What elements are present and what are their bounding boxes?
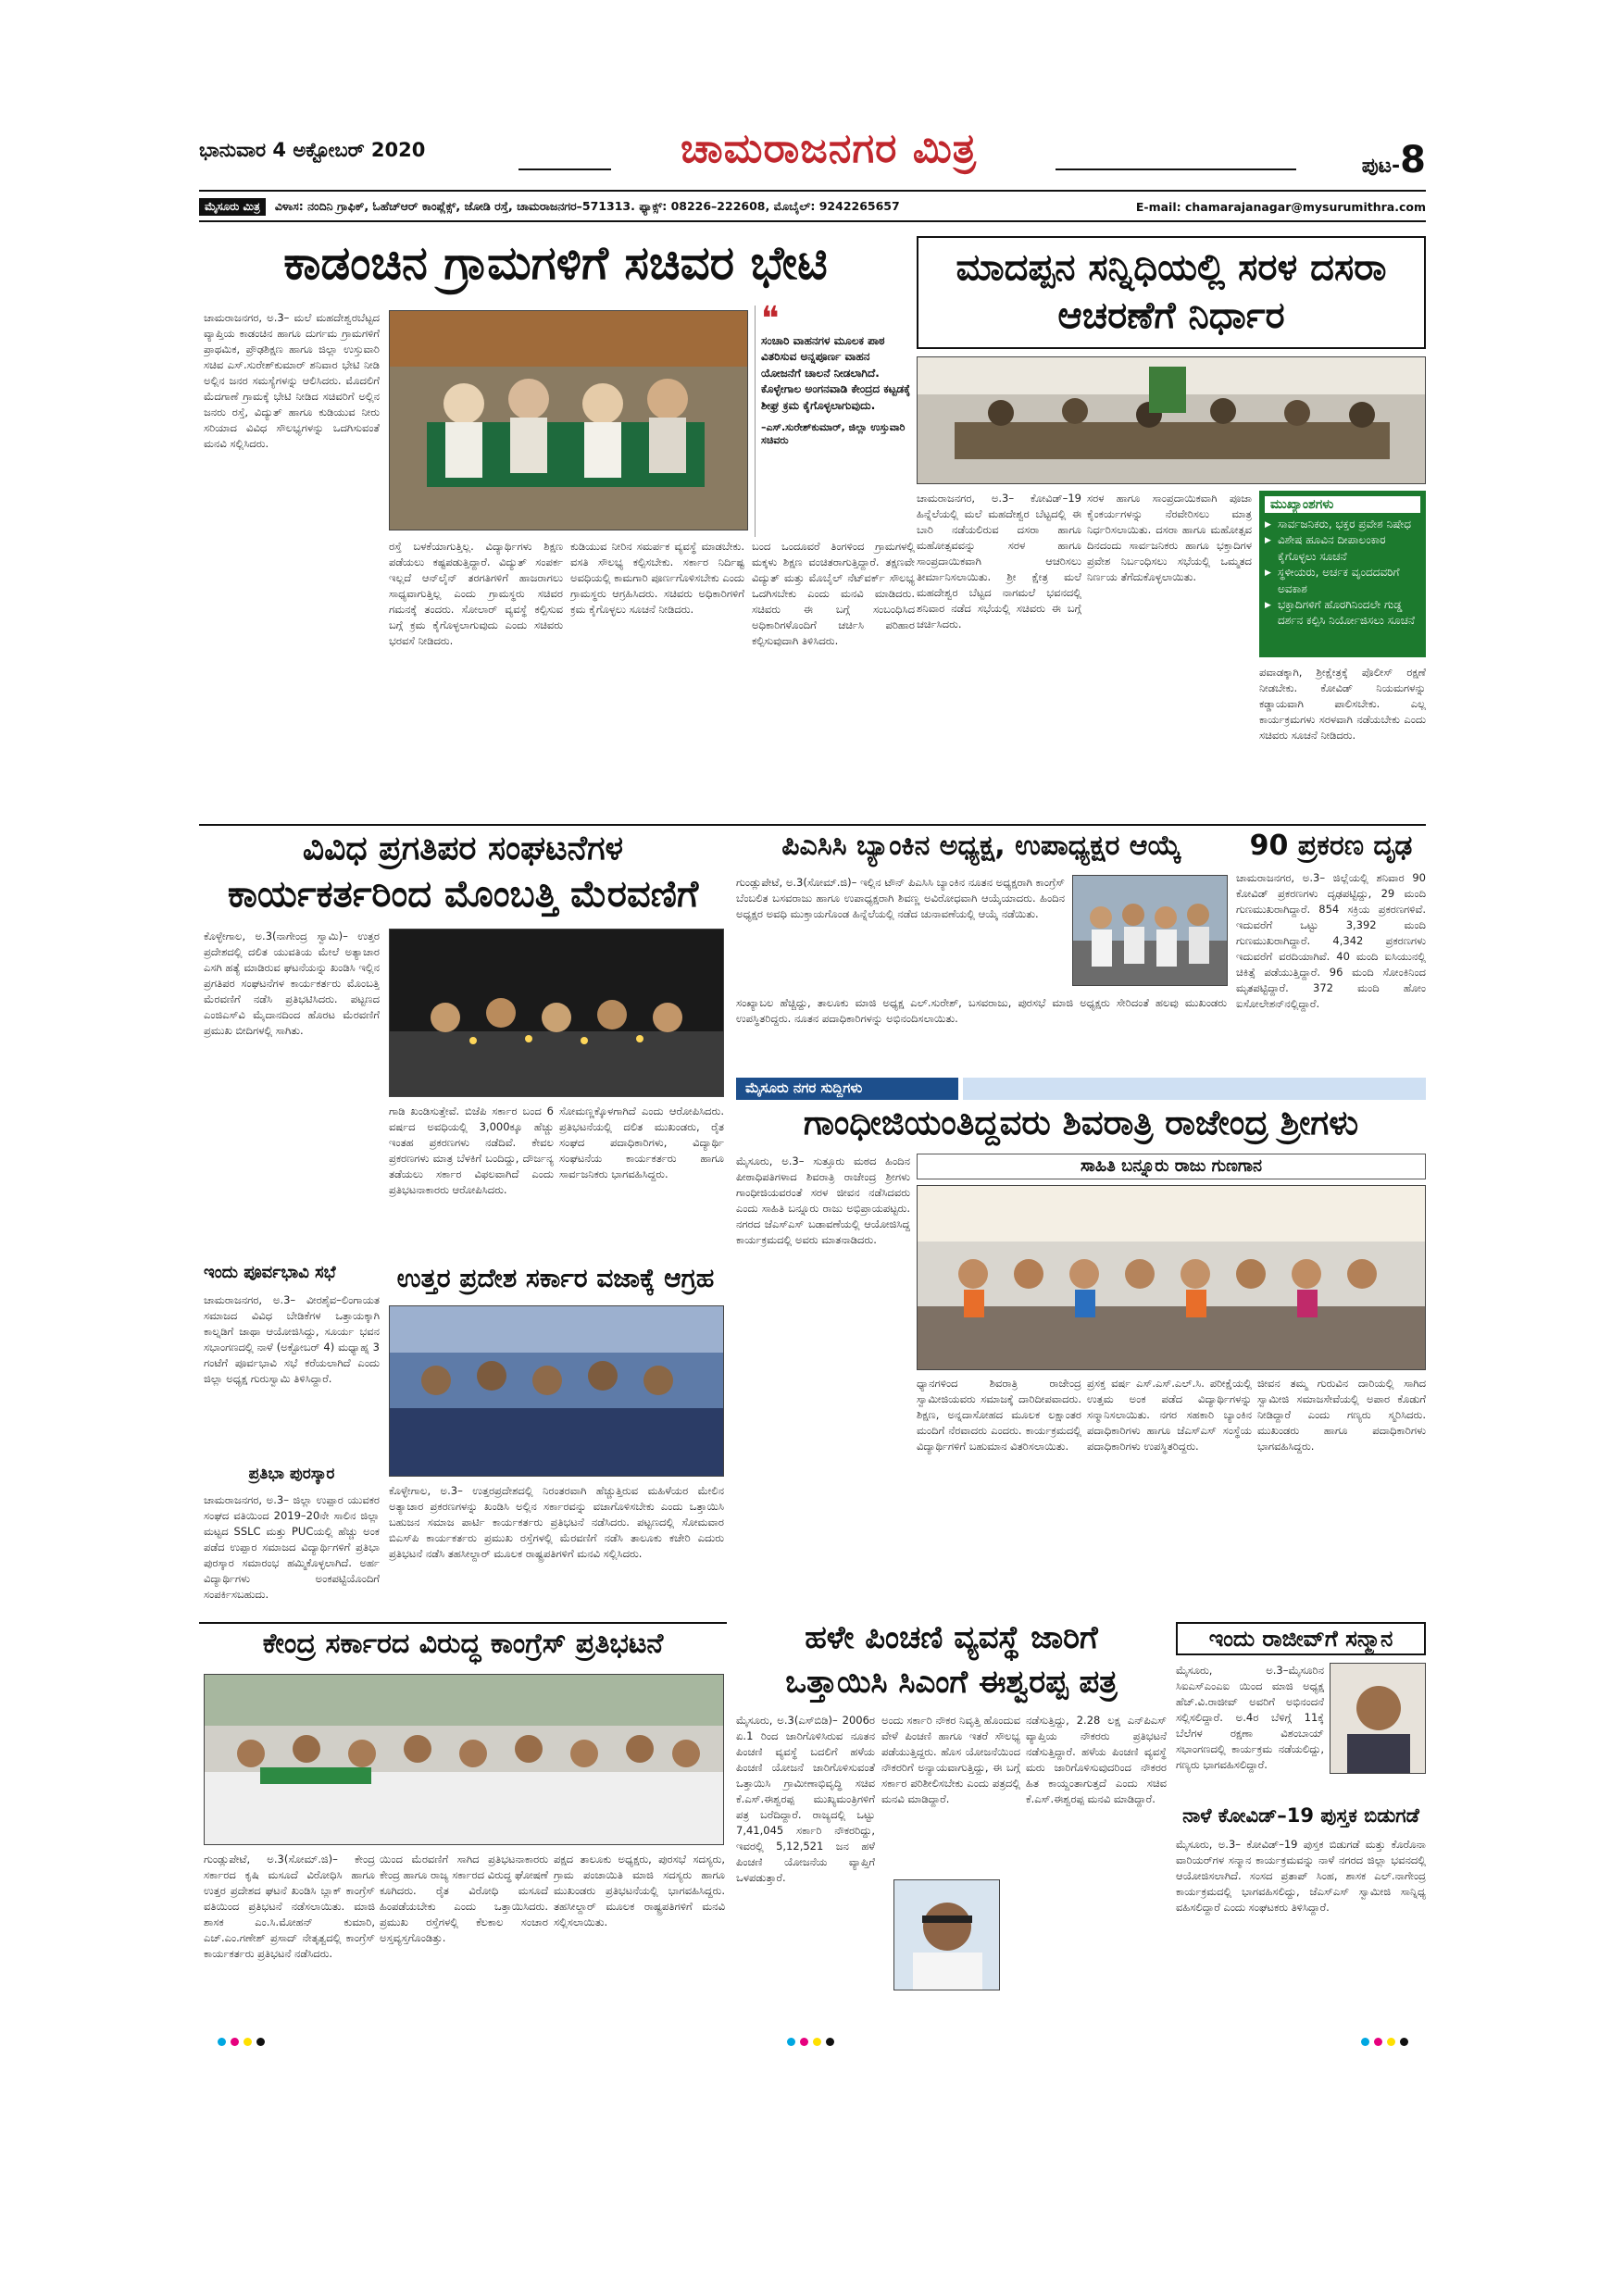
story1-quote-box xyxy=(755,300,912,537)
story6-body-b: ಧ್ಯಾನಗಳಿಂದ ಶಿವರಾತ್ರಿ ರಾಜೇಂದ್ರ ಸ್ವಾಮೀಜಿಯವರು ಸಮಾಜಕ್ಕೆ ದಾರಿದೀಪವಾದರು. ಶಿಕ್ಷಣ, ಅನ್ನದಾಸೋಹದ ಮೂಲಕ ಲಕ್ಷಾಂತರ ಮಂದಿಗೆ ನೆರವಾದರು ಎಂದರು. ಕಾರ್ಯಕ್ರಮದಲ್ಲಿ ವಿದ್ಯಾರ್ಥಿಗಳಿಗೆ ಬಹುಮಾನ ವಿತರಿಸಲಾಯಿತು. xyxy=(917,1377,1081,1454)
story11-body-b: ಅಂದು ಸರ್ಕಾರಿ ನೌಕರ ನಿವೃತ್ತಿ ಹೊಂದುವ ವೇಳೆ ಪಿಂಚಣಿ ಹಾಗೂ ಇತರೆ ಸೌಲಭ್ಯ ಪಡೆಯುತ್ತಿದ್ದರು. ಹೊಸ ಯೋಜನೆಯಿಂದ ನೌಕರರಿಗೆ ಅನ್ಯಾಯವಾಗುತ್ತಿದ್ದು, ಈ ಬಗ್ಗೆ ಸರ್ಕಾರ ಪರಿಶೀಲಿಸಬೇಕು ಎಂದು ಪತ್ರದಲ್ಲಿ ಮನವಿ ಮಾಡಿದ್ದಾರೆ. xyxy=(881,1714,1020,1806)
story6-body-d: ಜೀವನ ತಮ್ಮ ಗುರುವಿನ ದಾರಿಯಲ್ಲಿ ಸಾಗಿದ ಸ್ವಾಮೀಜಿ ಸಮಾಜಸೇವೆಯಲ್ಲಿ ಅಪಾರ ಕೊಡುಗೆ ನೀಡಿದ್ದಾರೆ ಎಂದು ಗಣ್ಯರು ಸ್ಮರಿಸಿದರು. ಮುಖಂಡರು ಹಾಗೂ ಪದಾಧಿಕಾರಿಗಳು ಭಾಗವಹಿಸಿದ್ದರು. xyxy=(1257,1377,1426,1454)
story2-body-c: ಪವಾಡಕ್ಕಾಗಿ, ಶ್ರೀಕ್ಷೇತ್ರಕ್ಕೆ ಪೊಲೀಸ್ ರಕ್ಷಣೆ ನೀಡಬೇಕು. ಕೋವಿಡ್ ನಿಯಮಗಳನ್ನು ಕಡ್ಡಾಯವಾಗಿ ಪಾಲಿಸಬೇಕು. ಎಲ್ಲ ಕಾರ್ಯಕ್ರಮಗಳು ಸರಳವಾಗಿ ನಡೆಯಬೇಕು ಎಂದು ಸಚಿವರು ಸೂಚನೆ ನೀಡಿದರು. xyxy=(1259,666,1426,742)
story2-body-a: ಚಾಮರಾಜನಗರ, ಅ.3– ಕೋವಿಡ್–19 ಹಿನ್ನೆಲೆಯಲ್ಲಿ ಮಲೆ ಮಹದೇಶ್ವರ ಬೆಟ್ಟದಲ್ಲಿ ಈ ಬಾರಿ ನಡೆಯಲಿರುವ ದಸರಾ ಹಾಗೂ ಮಹೋತ್ಸವವನ್ನು ಸರಳ ಹಾಗೂ ಸಾಂಪ್ರದಾಯಿಕವಾಗಿ ಆಚರಿಸಲು ತೀರ್ಮಾನಿಸಲಾಯಿತು. ಶ್ರೀ ಕ್ಷೇತ್ರ ಮಲೆ ಮಹದೇಶ್ವರ ಬೆಟ್ಟದ ನಾಗಮಲೆ ಭವನದಲ್ಲಿ ಶನಿವಾರ ನಡೆದ ಸಭೆಯಲ್ಲಿ ಸಚಿವರು ಈ ಬಗ್ಗೆ ಚರ್ಚಿಸಿದರು. xyxy=(917,492,1081,631)
key-point: ▶ ಭಕ್ತಾದಿಗಳಿಗೆ ಹೊರಗಿನಿಂದಲೇ ಗುಡ್ಡ ದರ್ಶನ ಕಲ್ಪಿಸಿ ನಿರ್ಯೋಜಿಸಲು ಸೂಚನೆ xyxy=(1265,597,1420,630)
story4-body-b: ಸಂಖ್ಯಾಬಲ ಹೆಚ್ಚಿದ್ದು, ತಾಲೂಕು ಮಾಜಿ ಅಧ್ಯಕ್ಷ ಎಲ್.ಸುರೇಶ್, ಬಸವರಾಜು, ಪುರಸಭೆ ಮಾಜಿ ಅಧ್ಯಕ್ಷರು ಸೇರಿದಂತೆ ಹಲವು ಮುಖಂಡರು ಉಪಸ್ಥಿತರಿದ್ದರು. ನೂತನ ಪದಾಧಿಕಾರಿಗಳನ್ನು ಅಭಿನಂದಿಸಲಾಯಿತು. xyxy=(736,996,1227,1026)
story12-body: ಮೈಸೂರು, ಅ.3–ಮೈಸೂರಿನ ಸಿಐಎಸ್‌ಎಂಎಐ ಯಿಂದ ಮಾಜಿ ಅಧ್ಯಕ್ಷ ಹೆಚ್.ವಿ.ರಾಜೀವ್ ಅವರಿಗೆ ಅಭಿನಂದನೆ ಸಲ್ಲಿಸಲಿದ್ದಾರೆ. ಅ.4ರ ಬೆಳಿಗ್ಗೆ 11ಕ್ಕೆ ಬೆಲೆಗಳ ರಕ್ಷಣಾ ವಿಶಂಬಾಯ್ ಸಭಾಂಗಣದಲ್ಲಿ ಕಾರ್ಯಕ್ರಮ ನಡೆಯಲಿದ್ದು, ಗಣ್ಯರು ಭಾಗವಹಿಸಲಿದ್ದಾರೆ. xyxy=(1176,1664,1324,1772)
story7-headline: ಉತ್ತರ ಪ್ರದೇಶ ಸರ್ಕಾರ ವಜಾಕ್ಕೆ ಆಗ್ರಹ xyxy=(396,1265,715,1293)
story7-body: ಕೊಳ್ಳೇಗಾಲ, ಅ.3– ಉತ್ತರಪ್ರದೇಶದಲ್ಲಿ ನಿರಂತರವಾಗಿ ಹೆಚ್ಚುತ್ತಿರುವ ಮಹಿಳೆಯರ ಮೇಲಿನ ಅತ್ಯಾಚಾರ ಪ್ರಕರಣಗಳನ್ನು ಖಂಡಿಸಿ ಅಲ್ಲಿನ ಸರ್ಕಾರವನ್ನು ವಜಾಗೊಳಿಸಬೇಕು ಎಂದು ಒತ್ತಾಯಿಸಿ ಬಹುಜನ ಸಮಾಜ ಪಾರ್ಟಿ ಕಾರ್ಯಕರ್ತರು ಪ್ರತಿಭಟನೆ ನಡೆಸಿದರು. ಪಟ್ಟಣದಲ್ಲಿ ಸೋಮವಾರ ಬಿಎಸ್‌ಪಿ ಕಾರ್ಯಕರ್ತರು ಪ್ರಮುಖ ರಸ್ತೆಗಳಲ್ಲಿ ಮೆರವಣಿಗೆ ನಡೆಸಿ ತಾಲೂಕು ಕಚೇರಿ ಎದುರು ಪ್ರತಿಭಟನೆ ನಡೆಸಿ ತಹಸೀಲ್ದಾರ್ ಮೂಲಕ ರಾಷ್ಟ್ರಪತಿಗಳಿಗೆ ಮನವಿ ಸಲ್ಲಿಸಿದರು. xyxy=(389,1484,724,1561)
story8-body: ಚಾಮರಾಜನಗರ, ಅ.3– ವೀರಶೈವ–ಲಿಂಗಾಯತ ಸಮಾಜದ ವಿವಿಧ ಬೇಡಿಕೆಗಳ ಒತ್ತಾಯಕ್ಕಾಗಿ ಕಾಲ್ನಡಿಗೆ ಜಾಥಾ ಆಯೋಜಿಸಿದ್ದು, ಸೂರ್ಯ ಭವನ ಸಭಾಂಗಣದಲ್ಲಿ ನಾಳೆ (ಅಕ್ಟೋಬರ್ 4) ಮಧ್ಯಾಹ್ನ 3 ಗಂಟೆಗೆ ಪೂರ್ವಭಾವಿ ಸಭೆ ಕರೆಯಲಾಗಿದೆ ಎಂದು ಜಿಲ್ಲಾ ಅಧ್ಯಕ್ಷ ಗುರುಸ್ವಾಮಿ ತಿಳಿಸಿದ್ದಾರೆ. xyxy=(204,1293,380,1386)
story11-headline-2: ಒತ್ತಾಯಿಸಿ ಸಿಎಂಗೆ ಈಶ್ವರಪ್ಪ ಪತ್ರ xyxy=(785,1666,1118,1701)
story6-subhead: ಸಾಹಿತಿ ಬನ್ನೂರು ರಾಜು ಗುಣಗಾನ xyxy=(1081,1156,1262,1176)
story2-headline: ಮಾದಪ್ಪನ ಸನ್ನಿಧಿಯಲ್ಲಿ ಸರಳ ದಸರಾ ಆಚರಣೆಗೆ ನಿರ್ಧಾರ xyxy=(956,246,1387,337)
story11-portrait xyxy=(893,1879,1000,1990)
story3-body-c: ಸೋಮಣ್ಣಕ್ಕೊಳಗಾಗಿದೆ ಎಂದು ಆರೋಪಿಸಿದರು. ಪ್ರತಿಭಟನೆಯಲ್ಲಿ ದಲಿತ ಮುಖಂಡರು, ರೈತ ಸಂಘದ ಪದಾಧಿಕಾರಿಗಳು, ವಿದ್ಯಾರ್ಥಿ ಸಂಘಟನೆಯ ಕಾರ್ಯಕರ್ತರು ಹಾಗೂ ಸಾರ್ವಜನಿಕರು ಭಾಗವಹಿಸಿದ್ದರು. xyxy=(559,1104,724,1181)
story4-body-a: ಗುಂಡ್ಲುಪೇಟೆ, ಅ.3(ಸೋಮ್.ಜಿ)– ಇಲ್ಲಿನ ಟೌನ್ ಪಿಎಸಿಸಿ ಬ್ಯಾಂಕಿನ ನೂತನ ಅಧ್ಯಕ್ಷರಾಗಿ ಕಾಂಗ್ರೆಸ್ ಬೆಂಬಲಿತ ಬಸವರಾಜು ಹಾಗೂ ಉಪಾಧ್ಯಕ್ಷರಾಗಿ ಶಿವಣ್ಣ ಅವಿರೋಧವಾಗಿ ಆಯ್ಕೆಯಾದರು. ಹಿಂದಿನ ಅಧ್ಯಕ್ಷರ ಅವಧಿ ಮುಕ್ತಾಯಗೊಂಡ ಹಿನ್ನೆಲೆಯಲ್ಲಿ ನಡೆದ ಚುನಾವಣೆಯಲ್ಲಿ ಆಯ್ಕೆ ನಡೆಯಿತು. xyxy=(736,876,1065,921)
story10-body-c: ಪಕ್ಷದ ತಾಲೂಕು ಅಧ್ಯಕ್ಷರು, ಪುರಸಭೆ ಸದಸ್ಯರು, ಗ್ರಾಮ ಪಂಚಾಯಿತಿ ಮಾಜಿ ಸದಸ್ಯರು ಹಾಗೂ ಮುಖಂಡರು ಪ್ರತಿಭಟನೆಯಲ್ಲಿ ಭಾಗವಹಿಸಿದ್ದರು. ತಹಸೀಲ್ದಾರ್ ಮೂಲಕ ರಾಷ್ಟ್ರಪತಿಗಳಿಗೆ ಮನವಿ ಸಲ್ಲಿಸಲಾಯಿತು. xyxy=(554,1853,725,1929)
story6-body-a-cont xyxy=(736,1474,910,1617)
story4-photo xyxy=(1072,875,1228,986)
story1-quote: ಸಂಚಾರಿ ವಾಹನಗಳ ಮೂಲಕ ಪಾಠ ವಿತರಿಸುವ ಅನ್ನಪೂರ್ಣ ವಾಹನ ಯೋಜನೆಗೆ ಚಾಲನೆ ನೀಡಲಾಗಿದೆ. ಕೊಳ್ಳೇಗಾಲ ಅಂಗನವಾಡಿ ಕೇಂದ್ರದ ಕಟ್ಟಡಕ್ಕೆ ಶೀಘ್ರ ಕ್ರಮ ಕೈಗೊಳ್ಳಲಾಗುವುದು. xyxy=(761,334,911,412)
key-point: ▶ ಸ್ಥಳೀಯರು, ಅರ್ಚಕ ವೃಂದದವರಿಗೆ ಅವಕಾಶ xyxy=(1265,565,1420,597)
story2-body-b: ಸರಳ ಹಾಗೂ ಸಾಂಪ್ರದಾಯಿಕವಾಗಿ ಪೂಜಾ ಕೈಂಕರ್ಯಗಳನ್ನು ನೆರವೇರಿಸಲು ಮಾತ್ರ ನಿರ್ಧರಿಸಲಾಯಿತು. ದಸರಾ ಹಾಗೂ ಮಹೋತ್ಸವ ದಿನದಂದು ಸಾರ್ವಜನಿಕರು ಹಾಗೂ ಭಕ್ತಾದಿಗಳ ಪ್ರವೇಶ ನಿರ್ಬಂಧಿಸಲು ಸಭೆಯಲ್ಲಿ ಒಮ್ಮತದ ನಿರ್ಣಯ ತೆಗೆದುಕೊಳ್ಳಲಾಯಿತು. xyxy=(1087,492,1252,584)
mysuru-news-band: ಮೈಸೂರು ನಗರ ಸುದ್ದಿಗಳು xyxy=(736,1078,958,1100)
candle-march-photo xyxy=(390,930,724,1097)
rajeev-portrait xyxy=(1330,1664,1426,1774)
story6-photo xyxy=(917,1185,1426,1370)
protest-photo xyxy=(390,1306,724,1477)
key-point: ▶ ವಿಶೇಷ ಹೂವಿನ ದೀಪಾಲಂಕಾರ ಕೈಗೊಳ್ಳಲು ಸೂಚನೆ xyxy=(1265,532,1420,565)
section-rule-2 xyxy=(199,1622,727,1624)
story12-portrait xyxy=(1330,1663,1426,1774)
minister-portrait xyxy=(894,1880,1000,1990)
registration-marks-right xyxy=(1361,2032,1413,2050)
masthead-rule-right xyxy=(1056,168,1296,170)
story9-body: ಚಾಮರಾಜನಗರ, ಅ.3– ಜಿಲ್ಲಾ ಉಪ್ಪಾರ ಯುವಕರ ಸಂಘದ ವತಿಯಿಂದ 2019–20ನೇ ಸಾಲಿನ ಜಿಲ್ಲಾ ಮಟ್ಟದ SSLC ಮತ್ತು PUCಯಲ್ಲಿ ಹೆಚ್ಚು ಅಂಕ ಪಡೆದ ಉಪ್ಪಾರ ಸಮಾಜದ ವಿದ್ಯಾರ್ಥಿಗಳಿಗೆ ಪ್ರತಿಭಾ ಪುರಸ್ಕಾರ ಸಮಾರಂಭ ಹಮ್ಮಿಕೊಳ್ಳಲಾಗಿದೆ. ಅರ್ಹ ವಿದ್ಯಾರ್ಥಿಗಳು ಅಂಕಪಟ್ಟಿಯೊಂದಿಗೆ ಸಂಪರ್ಕಿಸಬಹುದು. xyxy=(204,1493,380,1602)
story3-headline-2: ಕಾರ್ಯಕರ್ತರಿಂದ ಮೊಂಬತ್ತಿ ಮೆರವಣಿಗೆ xyxy=(227,875,699,916)
story3-headline-1: ವಿವಿಧ ಪ್ರಗತಿಪರ ಸಂಘಟನೆಗಳ xyxy=(302,831,624,867)
address-bar xyxy=(199,196,1426,217)
story10-body-a: ಗುಂಡ್ಲುಪೇಟೆ, ಅ.3(ಸೋಮ್.ಜಿ)– ಕೇಂದ್ರ ಸರ್ಕಾರದ ಕೃಷಿ ಮಸೂದೆ ವಿರೋಧಿಸಿ ಹಾಗೂ ಉತ್ತರ ಪ್ರದೇಶದ ಘಟನೆ ಖಂಡಿಸಿ ಬ್ಲಾಕ್ ಕಾಂಗ್ರೆಸ್ ವತಿಯಿಂದ ಪ್ರತಿಭಟನೆ ನಡೆಸಲಾಯಿತು. ಮಾಜಿ ಶಾಸಕ ಎಂ.ಸಿ.ಮೋಹನ್ ಕುಮಾರಿ, ಎಚ್.ಎಂ.ಗಣೇಶ್ ಪ್ರಸಾದ್ ನೇತೃತ್ವದಲ್ಲಿ ಕಾಂಗ್ರೆಸ್ ಕಾರ್ಯಕರ್ತರು ಪ್ರತಿಭಟನೆ ನಡೆಸಿದರು. xyxy=(204,1853,375,1961)
meeting-photo xyxy=(390,311,748,530)
story2-headline-box xyxy=(917,236,1426,349)
masthead-rule-left xyxy=(518,168,611,170)
story1-quote-by: –ಎಸ್.ಸುರೇಶ್‌ಕುಮಾರ್, ಜಿಲ್ಲಾ ಉಸ್ತುವಾರಿ ಸಚಿವರು xyxy=(761,420,906,446)
story2-photo xyxy=(917,356,1426,484)
masthead: ಚಾಮರಾಜನಗರ ಮಿತ್ರ xyxy=(681,125,977,172)
story1-body-a: ಚಾಮರಾಜನಗರ, ಅ.3– ಮಲೆ ಮಹದೇಶ್ವರಬೆಟ್ಟದ ವ್ಯಾಪ್ತಿಯ ಕಾಡಂಚಿನ ಹಾಗೂ ದುರ್ಗಮ ಗ್ರಾಮಗಳಿಗೆ ಪ್ರಾಥಮಿಕ, ಪ್ರೌಢಶಿಕ್ಷಣ ಹಾಗೂ ಜಿಲ್ಲಾ ಉಸ್ತುವಾರಿ ಸಚಿವ ಎಸ್.ಸುರೇಶ್‌ಕುಮಾರ್ ಶನಿವಾರ ಭೇಟಿ ನೀಡಿ ಅಲ್ಲಿನ ಜನರ ಸಮಸ್ಯೆಗಳನ್ನು ಆಲಿಸಿದರು. ಮೊದಲಿಗೆ ಮೆದಗಾಣೆ ಗ್ರಾಮಕ್ಕೆ ಭೇಟಿ ನೀಡಿದ ಸಚಿವರಿಗೆ ಅಲ್ಲಿನ ಜನರು ರಸ್ತೆ, ವಿದ್ಯುತ್ ಹಾಗೂ ಕುಡಿಯುವ ನೀರು ಸರಿಯಾದ ವಿವಿಧ ಸೌಲಭ್ಯಗಳನ್ನು ಒದಗಿಸುವಂತೆ ಮನವಿ ಸಲ್ಲಿಸಿದರು. xyxy=(204,311,380,451)
story11-body-c: ನಡೆಸುತ್ತಿದ್ದು, 2.28 ಲಕ್ಷ ಎನ್‌ಪಿಎಸ್ ವ್ಯಾಪ್ತಿಯ ನೌಕರರು ಪ್ರತಿಭಟನೆ ನಡೆಸುತ್ತಿದ್ದಾರೆ. ಹಳೆಯ ಪಿಂಚಣಿ ವ್ಯವಸ್ಥೆ ಮರು ಜಾರಿಗೊಳಿಸುವುದರಿಂದ ನೌಕರರ ಹಿತ ಕಾಯ್ದಂತಾಗುತ್ತದೆ ಎಂದು ಸಚಿವ ಕೆ.ಎಸ್.ಈಶ್ವರಪ್ಪ ಮನವಿ ಮಾಡಿದ್ದಾರೆ. xyxy=(1026,1714,1167,1806)
story1-body-d: ಬಂದ ಒಂದೂವರೆ ತಿಂಗಳಿಂದ ಗ್ರಾಮಗಳಲ್ಲಿ ಮಕ್ಕಳು ಶಿಕ್ಷಣ ವಂಚಿತರಾಗುತ್ತಿದ್ದಾರೆ. ತಕ್ಷಣವೇ ವಿದ್ಯುತ್ ಮತ್ತು ಮೊಬೈಲ್ ನೆಟ್‌ವರ್ಕ್ ಸೌಲಭ್ಯ ಒದಗಿಸಬೇಕು ಎಂದು ಮನವಿ ಮಾಡಿದರು. ಸಚಿವರು ಈ ಬಗ್ಗೆ ಸಂಬಂಧಿಸಿದ ಅಧಿಕಾರಿಗಳೊಂದಿಗೆ ಚರ್ಚಿಸಿ ಪರಿಹಾರ ಕಲ್ಪಿಸುವುದಾಗಿ ತಿಳಿಸಿದರು. xyxy=(752,540,915,648)
page-number: ಪುಟ-8 xyxy=(1361,139,1426,181)
story8-headline: ಇಂದು ಪೂರ್ವಭಾವಿ ಸಭೆ xyxy=(204,1265,336,1282)
brand-tag: ಮೈಸೂರು ಮಿತ್ರ xyxy=(199,198,266,216)
story13-headline: ನಾಳೆ ಕೋವಿಡ್–19 ಪುಸ್ತಕ ಬಿಡುಗಡೆ xyxy=(1182,1805,1419,1827)
story1-headline: ಕಾಡಂಚಿನ ಗ್ರಾಮಗಳಿಗೆ ಸಚಿವರ ಭೇಟಿ xyxy=(283,239,828,290)
story3-body-b: ಗಾಡಿ ಖಂಡಿಸುತ್ತೇವೆ. ಬಿಜೆಪಿ ಸರ್ಕಾರ ಬಂದ 6 ವರ್ಷದ ಅವಧಿಯಲ್ಲಿ 3,000ಕ್ಕೂ ಹೆಚ್ಚು ಇಂತಹ ಪ್ರಕರಣಗಳು ನಡೆದಿವೆ. ಕೇವಲ ಪ್ರಕರಣಗಳು ಮಾತ್ರ ಬೆಳಕಿಗೆ ಬಂದಿದ್ದು, ದೌರ್ಜನ್ಯ ತಡೆಯಲು ಸರ್ಕಾರ ವಿಫಲವಾಗಿದೆ ಎಂದು ಪ್ರತಿಭಟನಾಕಾರರು ಆರೋಪಿಸಿದರು. xyxy=(389,1104,554,1197)
key-points-title: ಮುಖ್ಯಾಂಶಗಳು xyxy=(1265,496,1420,513)
issue-date: ಭಾನುವಾರ 4 ಅಕ್ಟೋಬರ್ 2020 xyxy=(199,139,426,161)
registration-marks-left xyxy=(218,2032,269,2050)
story1-photo xyxy=(389,310,748,530)
story1-body-c: ಕುಡಿಯುವ ನೀರಿನ ಸಮರ್ಪಕ ವ್ಯವಸ್ಥೆ ಮಾಡಬೇಕು. ವಸತಿ ಸೌಲಭ್ಯ ಕಲ್ಪಿಸಬೇಕು. ಸರ್ಕಾರ ನಿರ್ದಿಷ್ಟ ಅವಧಿಯಲ್ಲಿ ಕಾಮಗಾರಿ ಪೂರ್ಣಗೊಳಿಸಬೇಕು ಎಂದು ಗ್ರಾಮಸ್ಥರು ಆಗ್ರಹಿಸಿದರು. ಸಚಿವರು ಅಧಿಕಾರಿಗಳಿಗೆ ಕ್ರಮ ಕೈಗೊಳ್ಳಲು ಸೂಚನೆ ನೀಡಿದರು. xyxy=(570,540,744,617)
story6-body-a: ಮೈಸೂರು, ಅ.3– ಸುತ್ತೂರು ಮಠದ ಹಿಂದಿನ ಪೀಠಾಧಿಪತಿಗಳಾದ ಶಿವರಾತ್ರಿ ರಾಜೇಂದ್ರ ಶ್ರೀಗಳು ಗಾಂಧೀಜಿಯವರಂತೆ ಸರಳ ಜೀವನ ನಡೆಸಿದವರು ಎಂದು ಸಾಹಿತಿ ಬನ್ನೂರು ರಾಜು ಅಭಿಪ್ರಾಯಪಟ್ಟರು. ನಗರದ ಜೆಎಸ್‌ಎಸ್ ಬಡಾವಣೆಯಲ್ಲಿ ಆಯೋಜಿಸಿದ್ದ ಕಾರ್ಯಕ್ರಮದಲ್ಲಿ ಅವರು ಮಾತನಾಡಿದರು. xyxy=(736,1154,910,1247)
story10-headline: ಕೇಂದ್ರ ಸರ್ಕಾರದ ವಿರುದ್ಧ ಕಾಂಗ್ರೆಸ್ ಪ್ರತಿಭಟನೆ xyxy=(262,1629,664,1660)
story5-headline: 90 ಪ್ರಕರಣ ದೃಢ xyxy=(1249,831,1413,862)
story6-body-c: ಪ್ರಸಕ್ತ ವರ್ಷ ಎಸ್.ಎಸ್.ಎಲ್.ಸಿ. ಪರೀಕ್ಷೆಯಲ್ಲಿ ಉತ್ತಮ ಅಂಕ ಪಡೆದ ವಿದ್ಯಾರ್ಥಿಗಳನ್ನು ಸನ್ಮಾನಿಸಲಾಯಿತು. ನಗರ ಸಹಕಾರಿ ಬ್ಯಾಂಕಿನ ಪದಾಧಿಕಾರಿಗಳು ಹಾಗೂ ಜೆಎಸ್‌ಎಸ್ ಸಂಸ್ಥೆಯ ಪದಾಧಿಕಾರಿಗಳು ಉಪಸ್ಥಿತರಿದ್ದರು. xyxy=(1087,1377,1252,1454)
key-point: ▶ ಸಾರ್ವಜನಿಕರು, ಭಕ್ತರ ಪ್ರವೇಶ ನಿಷೇಧ xyxy=(1265,517,1420,532)
email-text: E-mail: chamarajanagar@mysurumithra.com xyxy=(1135,199,1426,214)
story9-headline: ಪ್ರತಿಭಾ ಪುರಸ್ಕಾರ xyxy=(248,1466,335,1483)
quote-mark: ❝ xyxy=(761,300,780,338)
story7-photo xyxy=(389,1305,724,1477)
address-text: ವಿಳಾಸ: ನಂದಿನಿ ಗ್ರಾಫಿಕ್, ಓಹೆಚ್‌ಆರ್ ಕಾಂಪ್ಲೆಕ್ಸ್, ಜೋಡಿ ರಸ್ತೆ, ಚಾಮರಾಜನಗರ–571313. ಫ್ಯಾಕ್ಸ್: 08226–222608, ಮೊಬೈಲ್: 9242265657 xyxy=(274,199,900,213)
header-rule-bottom xyxy=(199,220,1426,222)
meeting-hall-photo xyxy=(918,357,1426,484)
header-rule-top xyxy=(199,190,1426,192)
story13-body: ಮೈಸೂರು, ಅ.3– ಕೋವಿಡ್–19 ಪುಸ್ತಕ ಬಿಡುಗಡೆ ಮತ್ತು ಕೊರೊನಾ ವಾರಿಯರ್‌ಗಳ ಸನ್ಮಾನ ಕಾರ್ಯಕ್ರಮವನ್ನು ನಾಳೆ ನಗರದ ಜಿಲ್ಲಾ ಭವನದಲ್ಲಿ ಆಯೋಜಿಸಲಾಗಿದೆ. ಸಂಸದ ಪ್ರತಾಪ್ ಸಿಂಹ, ಶಾಸಕ ಎಲ್.ನಾಗೇಂದ್ರ ಕಾರ್ಯಕ್ರಮದಲ್ಲಿ ಭಾಗವಹಿಸಲಿದ್ದು, ಜೆಎಸ್‌ಎಸ್ ಸ್ವಾಮೀಜಿ ಸಾನ್ನಿಧ್ಯ ವಹಿಸಲಿದ್ದಾರೆ ಎಂದು ಸಂಘಟಕರು ತಿಳಿಸಿದ್ದಾರೆ. xyxy=(1176,1838,1426,1915)
mysuru-news-band-bar xyxy=(963,1078,1426,1100)
story10-body-b: ಯಿಂದ ಮೆರವಣಿಗೆ ಸಾಗಿದ ಪ್ರತಿಭಟನಾಕಾರರು ಕೇಂದ್ರ ಹಾಗೂ ರಾಜ್ಯ ಸರ್ಕಾರದ ವಿರುದ್ಧ ಘೋಷಣೆ ಕೂಗಿದರು. ರೈತ ವಿರೋಧಿ ಮಸೂದೆ ಹಿಂಪಡೆಯಬೇಕು ಎಂದು ಒತ್ತಾಯಿಸಿದರು. ಪ್ರಮುಖ ರಸ್ತೆಗಳಲ್ಲಿ ಕೆಲಕಾಲ ಸಂಚಾರ ಅಸ್ತವ್ಯಸ್ತಗೊಂಡಿತ್ತು. xyxy=(380,1853,548,1945)
story3-body-a: ಕೊಳ್ಳೇಗಾಲ, ಅ.3(ನಾಗೇಂದ್ರ ಸ್ವಾಮಿ)– ಉತ್ತರ ಪ್ರದೇಶದಲ್ಲಿ ದಲಿತ ಯುವತಿಯ ಮೇಲೆ ಅತ್ಯಾಚಾರ ಎಸಗಿ ಹತ್ಯೆ ಮಾಡಿರುವ ಘಟನೆಯನ್ನು ಖಂಡಿಸಿ ಇಲ್ಲಿನ ಪ್ರಗತಿಪರ ಸಂಘಟನೆಗಳ ಕಾರ್ಯಕರ್ತರು ಮೊಂಬತ್ತಿ ಮೆರವಣಿಗೆ ನಡೆಸಿ ಪ್ರತಿಭಟಿಸಿದರು. ಪಟ್ಟಣದ ಎಂಜಿಎಸ್‌ವಿ ಮೈದಾನದಿಂದ ಹೊರಟ ಮೆರವಣಿಗೆ ಪ್ರಮುಖ ಬೀದಿಗಳಲ್ಲಿ ಸಾಗಿತು. xyxy=(204,930,380,1038)
story3-photo xyxy=(389,929,724,1097)
story12-headline-box xyxy=(1176,1622,1426,1655)
story6-headline: ಗಾಂಧೀಜಿಯಂತಿದ್ದವರು ಶಿವರಾತ್ರಿ ರಾಜೇಂದ್ರ ಶ್ರೀಗಳು xyxy=(803,1105,1359,1142)
key-points-list xyxy=(1265,517,1420,630)
registration-marks-center xyxy=(787,2032,839,2050)
story12-headline: ಇಂದು ರಾಜೀವ್‌ಗೆ ಸನ್ಮಾನ xyxy=(1208,1626,1393,1652)
story5-body: ಚಾಮರಾಜನಗರ, ಅ.3– ಜಿಲ್ಲೆಯಲ್ಲಿ ಶನಿವಾರ 90 ಕೋವಿಡ್ ಪ್ರಕರಣಗಳು ದೃಢಪಟ್ಟಿದ್ದು, 29 ಮಂದಿ ಗುಣಮುಖರಾಗಿದ್ದಾರೆ. 854 ಸಕ್ರಿಯ ಪ್ರಕರಣಗಳಿವೆ. ಇದುವರೆಗೆ ಒಟ್ಟು 3,392 ಮಂದಿ ಗುಣಮುಖರಾಗಿದ್ದಾರೆ. 4,342 ಪ್ರಕರಣಗಳು ಇದುವರೆಗೆ ವರದಿಯಾಗಿವೆ. 40 ಮಂದಿ ಐಸಿಯುನಲ್ಲಿ ಚಿಕಿತ್ಸೆ ಪಡೆಯುತ್ತಿದ್ದಾರೆ. 96 ಮಂದಿ ಸೋಂಕಿನಿಂದ ಮೃತಪಟ್ಟಿದ್ದಾರೆ. 372 ಮಂದಿ ಹೋಂ ಐಸೋಲೇಶನ್‌ನಲ್ಲಿದ್ದಾರೆ. xyxy=(1236,871,1426,1011)
story4-headline: ಪಿಎಸಿಸಿ ಬ್ಯಾಂಕಿನ ಅಧ್ಯಕ್ಷ, ಉಪಾಧ್ಯಕ್ಷರ ಆಯ್ಕೆ xyxy=(781,831,1181,862)
felicitation-photo xyxy=(918,1186,1426,1370)
key-points-box xyxy=(1259,491,1426,657)
story6-subhead-box xyxy=(917,1154,1426,1179)
group-photo xyxy=(1073,876,1228,986)
story10-photo xyxy=(204,1674,724,1845)
story11-body-a: ಮೈಸೂರು, ಅ.3(ಎಸ್‌ಬಿಡಿ)– 2006ರ ಏ.1 ರಿಂದ ಜಾರಿಗೊಳಿಸಿರುವ ನೂತನ ಪಿಂಚಣಿ ವ್ಯವಸ್ಥೆ ಬದಲಿಗೆ ಹಳೆಯ ಪಿಂಚಣಿ ಯೋಜನೆ ಜಾರಿಗೊಳಿಸುವಂತೆ ಒತ್ತಾಯಿಸಿ ಗ್ರಾಮೀಣಾಭಿವೃದ್ಧಿ ಸಚಿವ ಕೆ.ಎಸ್.ಈಶ್ವರಪ್ಪ ಮುಖ್ಯಮಂತ್ರಿಗಳಿಗೆ ಪತ್ರ ಬರೆದಿದ್ದಾರೆ. ರಾಜ್ಯದಲ್ಲಿ ಒಟ್ಟು 7,41,045 ಸರ್ಕಾರಿ ನೌಕರರಿದ್ದು, ಇವರಲ್ಲಿ 5,12,521 ಜನ ಹಳೆ ಪಿಂಚಣಿ ಯೋಜನೆಯ ವ್ಯಾಪ್ತಿಗೆ ಒಳಪಡುತ್ತಾರೆ. xyxy=(736,1714,875,1885)
congress-protest-photo xyxy=(205,1675,724,1845)
story1-body-b: ರಸ್ತೆ ಬಳಕೆಯಾಗುತ್ತಿಲ್ಲ. ವಿದ್ಯಾರ್ಥಿಗಳು ಶಿಕ್ಷಣ ಪಡೆಯಲು ಕಷ್ಟಪಡುತ್ತಿದ್ದಾರೆ. ವಿದ್ಯುತ್ ಸಂಪರ್ಕ ಇಲ್ಲದೆ ಆನ್‌ಲೈನ್ ತರಗತಿಗಳಿಗೆ ಹಾಜರಾಗಲು ಸಾಧ್ಯವಾಗುತ್ತಿಲ್ಲ ಎಂದು ಗ್ರಾಮಸ್ಥರು ಸಚಿವರ ಗಮನಕ್ಕೆ ತಂದರು. ಸೋಲಾರ್ ವ್ಯವಸ್ಥೆ ಕಲ್ಪಿಸುವ ಬಗ್ಗೆ ಕ್ರಮ ಕೈಗೊಳ್ಳಲಾಗುವುದು ಎಂದು ಸಚಿವರು ಭರವಸೆ ನೀಡಿದರು. xyxy=(389,540,563,648)
section-rule-1 xyxy=(199,824,1426,826)
story11-headline-1: ಹಳೇ ಪಿಂಚಣಿ ವ್ಯವಸ್ಥೆ ಜಾರಿಗೆ xyxy=(805,1622,1098,1656)
